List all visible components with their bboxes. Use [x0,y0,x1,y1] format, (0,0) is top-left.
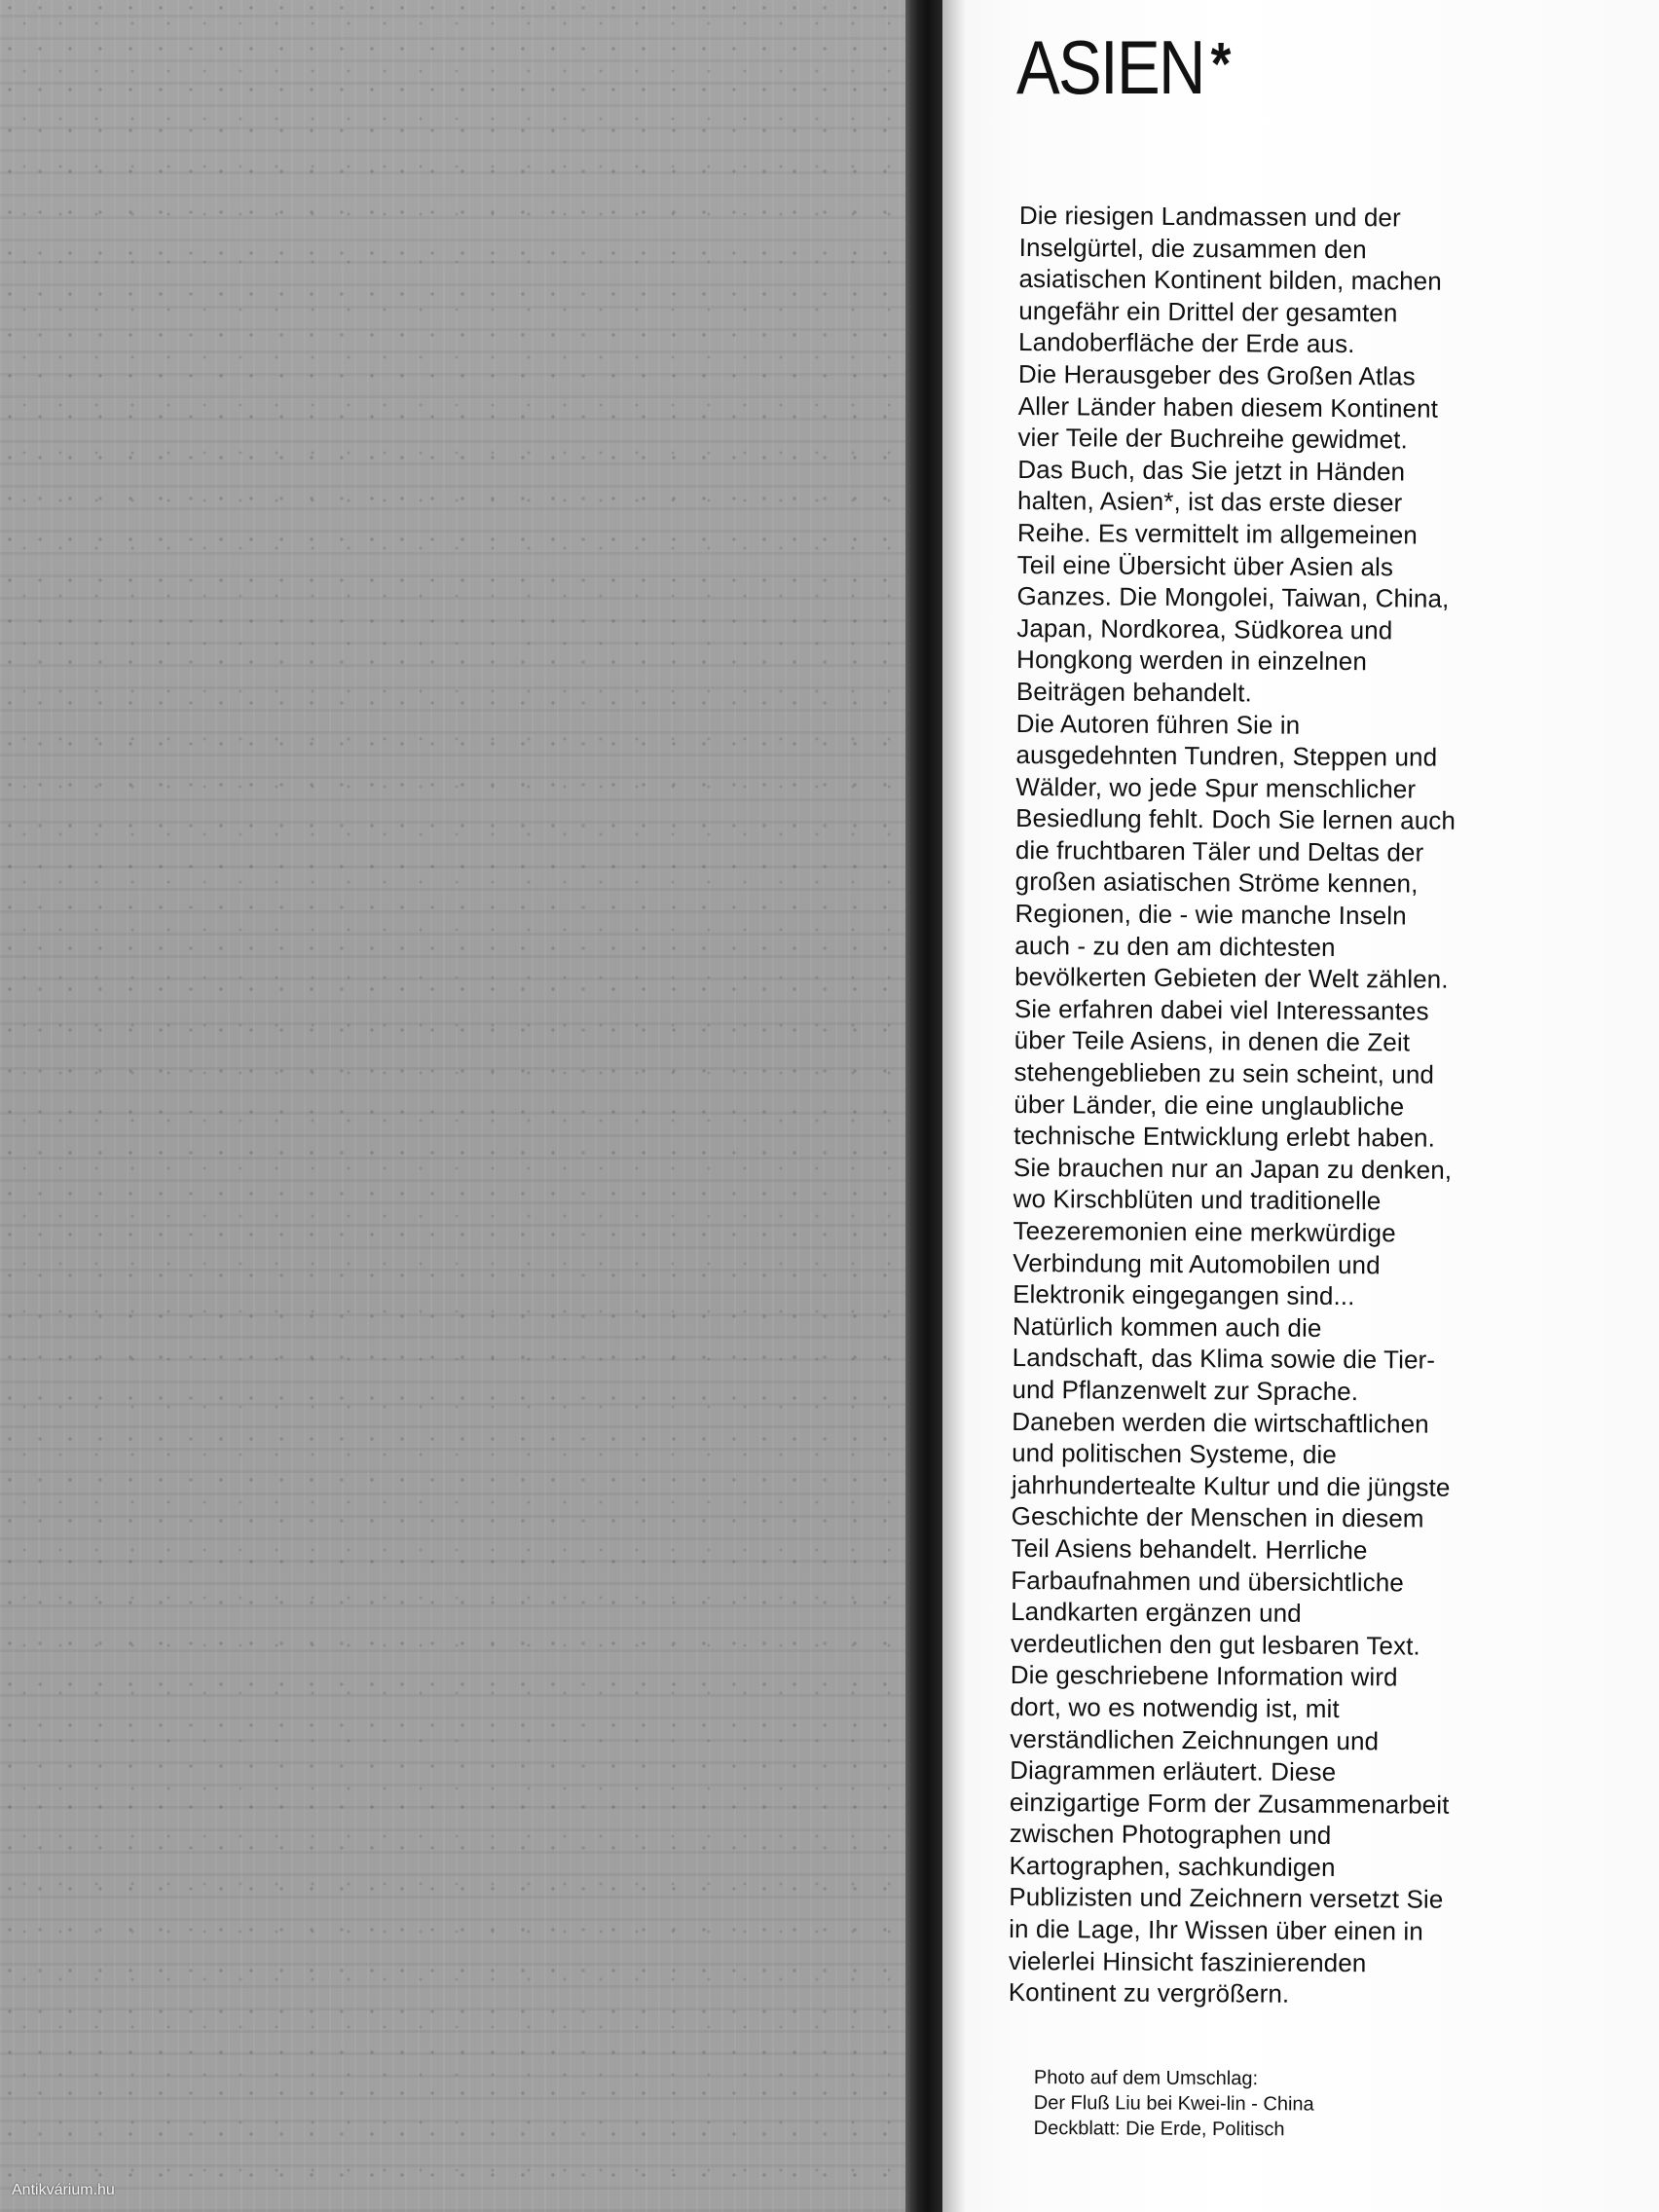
body-line: Hongkong werden in einzelnen [1016,645,1368,677]
body-line: Teil eine Übersicht über Asien als [1016,549,1394,581]
body-line: zwischen Photographen und [1009,1819,1332,1851]
cover-title [1016,24,1230,110]
cover-photo-credit [1034,2065,1433,2143]
body-line: Wälder, wo jede Spur menschlicher [1015,771,1417,804]
body-line: halten, Asien*, ist das erste dieser [1017,486,1403,518]
body-line: Regionen, die - wie manche Inseln [1014,899,1407,931]
body-line: großen asiatischen Ströme kennen, [1014,866,1419,899]
body-line: Kontinent zu vergrößern. [1008,1977,1290,2009]
body-line: Natürlich kommen auch die [1012,1310,1322,1343]
body-line: die fruchtbaren Täler und Deltas der [1014,834,1424,867]
body-line: Aller Länder haben diesem Kontinent [1017,390,1439,424]
body-line: Landkarten ergänzen und [1011,1597,1302,1628]
body-line: wo Kirschblüten und traditionelle [1013,1184,1382,1216]
body-line: Farbaufnahmen und übersichtliche [1011,1565,1404,1597]
body-line: in die Lage, Ihr Wissen über einen in [1009,1914,1423,1946]
body-line: vier Teile der Buchreihe gewidmet. [1017,423,1408,455]
body-line: Beiträgen behandelt. [1015,676,1252,708]
footnote-line: Deckblatt: Die Erde, Politisch [1033,2117,1285,2141]
body-line: technische Entwicklung erlebt haben. [1014,1121,1436,1153]
spine-shadow [942,0,966,2212]
body-line: Teezeremonien eine merkwürdige [1013,1215,1396,1248]
body-line: Besiedlung fehlt. Doch Sie lernen auch [1015,803,1456,836]
body-line: Reihe. Es vermittelt im allgemeinen [1016,517,1418,550]
footnote-line: Photo auf dem Umschlag: [1033,2067,1259,2090]
body-line: Ganzes. Die Mongolei, Taiwan, China, [1016,581,1450,613]
body-line: Die Herausgeber des Großen Atlas [1017,358,1416,391]
body-line: Inselgürtel, die zusammen den [1018,232,1367,264]
title-text: ASIEN [1016,24,1204,110]
body-line: Daneben werden die wirtschaftlichen [1012,1406,1429,1439]
body-line: auch - zu den am dichtesten [1014,930,1336,962]
body-line: verständlichen Zeichnungen und [1010,1723,1380,1755]
body-line: über Länder, die eine unglaubliche [1014,1088,1405,1122]
body-line: Die riesigen Landmassen und der [1018,200,1401,233]
body-line: Verbindung mit Automobilen und [1013,1247,1381,1279]
book-spine-edge [905,0,942,2212]
body-line: jahrhundertealte Kultur und die jüngste [1011,1469,1451,1502]
body-line: Diagrammen erläutert. Diese [1010,1755,1337,1788]
body-line: asiatischen Kontinent bilden, machen [1018,264,1442,296]
body-line: Kartographen, sachkundigen [1009,1850,1336,1882]
body-line: über Teile Asiens, in denen die Zeit [1014,1025,1411,1057]
body-line: Sie erfahren dabei viel Interessantes [1014,993,1429,1026]
body-line: Teil Asiens behandelt. Herrliche [1011,1532,1368,1566]
body-line: Japan, Nordkorea, Südkorea und [1016,612,1393,645]
body-line: Das Buch, das Sie jetzt in Händen [1017,454,1406,487]
site-watermark: Antikvárium.hu [12,2182,115,2198]
body-line: vielerlei Hinsicht faszinierenden [1008,1945,1367,1977]
body-line: Elektronik eingegangen sind... [1013,1279,1355,1311]
footnote-line: Der Fluß Liu bei Kwei-lin - China [1033,2091,1314,2116]
body-line: ausgedehnten Tundren, Steppen und [1015,740,1438,772]
body-line: einzigartige Form der Zusammenarbeit [1009,1787,1450,1820]
body-line: stehengeblieben zu sein scheint, und [1014,1057,1435,1089]
body-line: und politischen Systeme, die [1012,1438,1338,1470]
body-line: Publizisten und Zeichnern versetzt Sie [1009,1882,1444,1915]
body-line: Geschichte der Menschen in diesem [1011,1501,1424,1533]
body-line: dort, wo es notwendig ist, mit [1010,1691,1340,1723]
description-paragraph [1009,200,1553,2011]
body-line: ungefähr ein Drittel der gesamten [1018,295,1398,328]
title-asterisk: * [1210,31,1230,98]
body-line: Die Autoren führen Sie in [1015,708,1301,740]
body-line: verdeutlichen den gut lesbaren Text. [1010,1628,1420,1661]
body-line: Landoberfläche der Erde aus. [1018,327,1355,359]
body-line: Die geschriebene Information wird [1010,1660,1398,1692]
body-line: Landschaft, das Klima sowie die Tier- [1012,1343,1436,1376]
body-line: bevölkerten Gebieten der Welt zählen. [1014,962,1449,994]
body-line: Sie brauchen nur an Japan zu denken, [1013,1152,1453,1185]
body-line: und Pflanzenwelt zur Sprache. [1012,1374,1359,1407]
